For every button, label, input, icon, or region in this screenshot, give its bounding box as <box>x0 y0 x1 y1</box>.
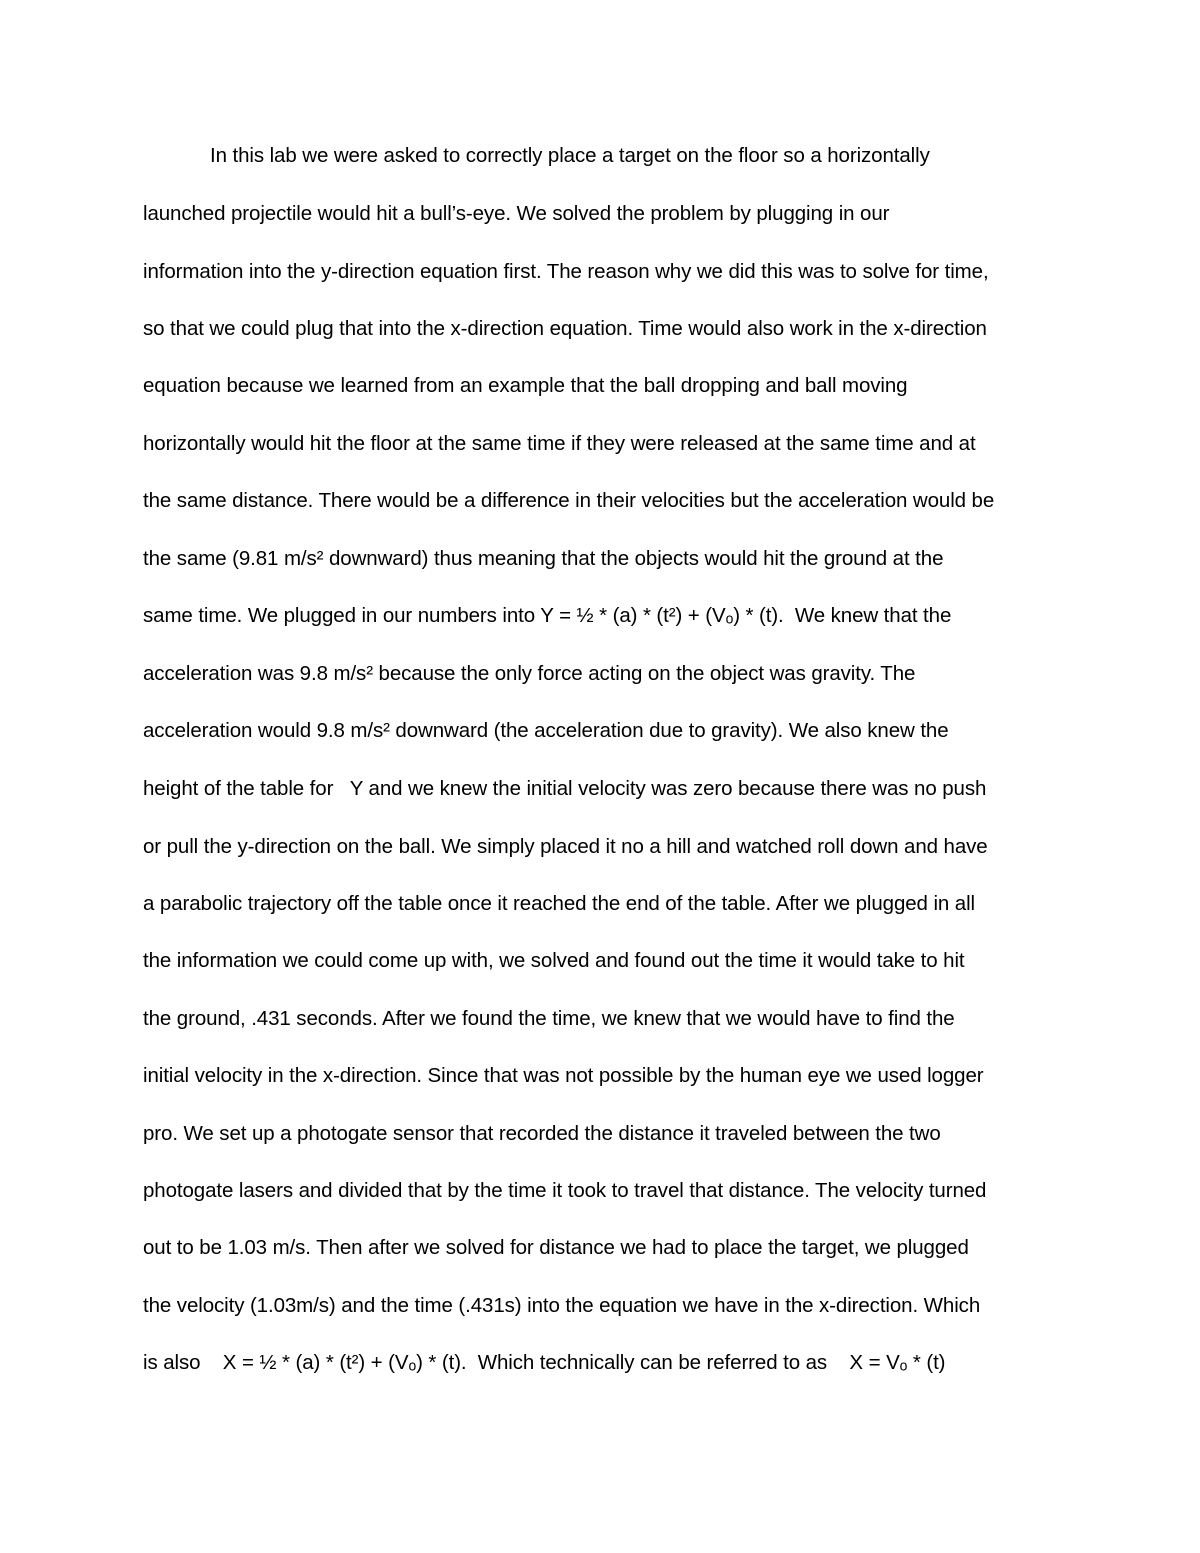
paragraph-line: height of the table for Y and we knew the initial velocity was zero because there was no push <box>143 777 987 800</box>
paragraph-line: information into the y-direction equation first. The reason why we did this was to solve for time, <box>143 260 989 283</box>
paragraph-line: out to be 1.03 m/s. Then after we solved for distance we had to place the target, we plugged <box>143 1236 969 1259</box>
paragraph-line: same time. We plugged in our numbers into Y = ½ * (a) * (t²) + (Vₒ) * (t). We knew that the <box>143 604 952 627</box>
paragraph-line: equation because we learned from an example that the ball dropping and ball moving <box>143 374 908 397</box>
paragraph-line: the information we could come up with, we solved and found out the time it would take to hit <box>143 949 965 972</box>
paragraph-line: pro. We set up a photogate sensor that recorded the distance it traveled between the two <box>143 1122 941 1145</box>
paragraph-line: or pull the y-direction on the ball. We simply placed it no a hill and watched roll down and have <box>143 835 988 858</box>
paragraph-line: the same (9.81 m/s² downward) thus meaning that the objects would hit the ground at the <box>143 547 944 570</box>
paragraph-line: acceleration was 9.8 m/s² because the only force acting on the object was gravity. The <box>143 662 916 685</box>
paragraph-line: so that we could plug that into the x-direction equation. Time would also work in the x-direction <box>143 317 987 340</box>
paragraph-line: the ground, .431 seconds. After we found the time, we knew that we would have to find the <box>143 1007 955 1030</box>
paragraph-line: photogate lasers and divided that by the time it took to travel that distance. The velocity turned <box>143 1179 987 1202</box>
paragraph-line: initial velocity in the x-direction. Since that was not possible by the human eye we used logger <box>143 1064 984 1087</box>
paragraph-line: In this lab we were asked to correctly place a target on the floor so a horizontally <box>210 144 930 167</box>
paragraph-line: a parabolic trajectory off the table once it reached the end of the table. After we plugged in all <box>143 892 976 915</box>
paragraph-line: launched projectile would hit a bull’s-eye. We solved the problem by plugging in our <box>143 202 890 225</box>
paragraph-line: the same distance. There would be a difference in their velocities but the acceleration would be <box>143 489 995 512</box>
paragraph-line: acceleration would 9.8 m/s² downward (the acceleration due to gravity). We also knew the <box>143 719 949 742</box>
paragraph-line: the velocity (1.03m/s) and the time (.431s) into the equation we have in the x-direction. Which <box>143 1294 981 1317</box>
paragraph-line: is also X = ½ * (a) * (t²) + (Vₒ) * (t). Which technically can be referred to as X = Vₒ * (t) <box>143 1351 946 1374</box>
paragraph-line: horizontally would hit the floor at the same time if they were released at the same time and at <box>143 432 976 455</box>
